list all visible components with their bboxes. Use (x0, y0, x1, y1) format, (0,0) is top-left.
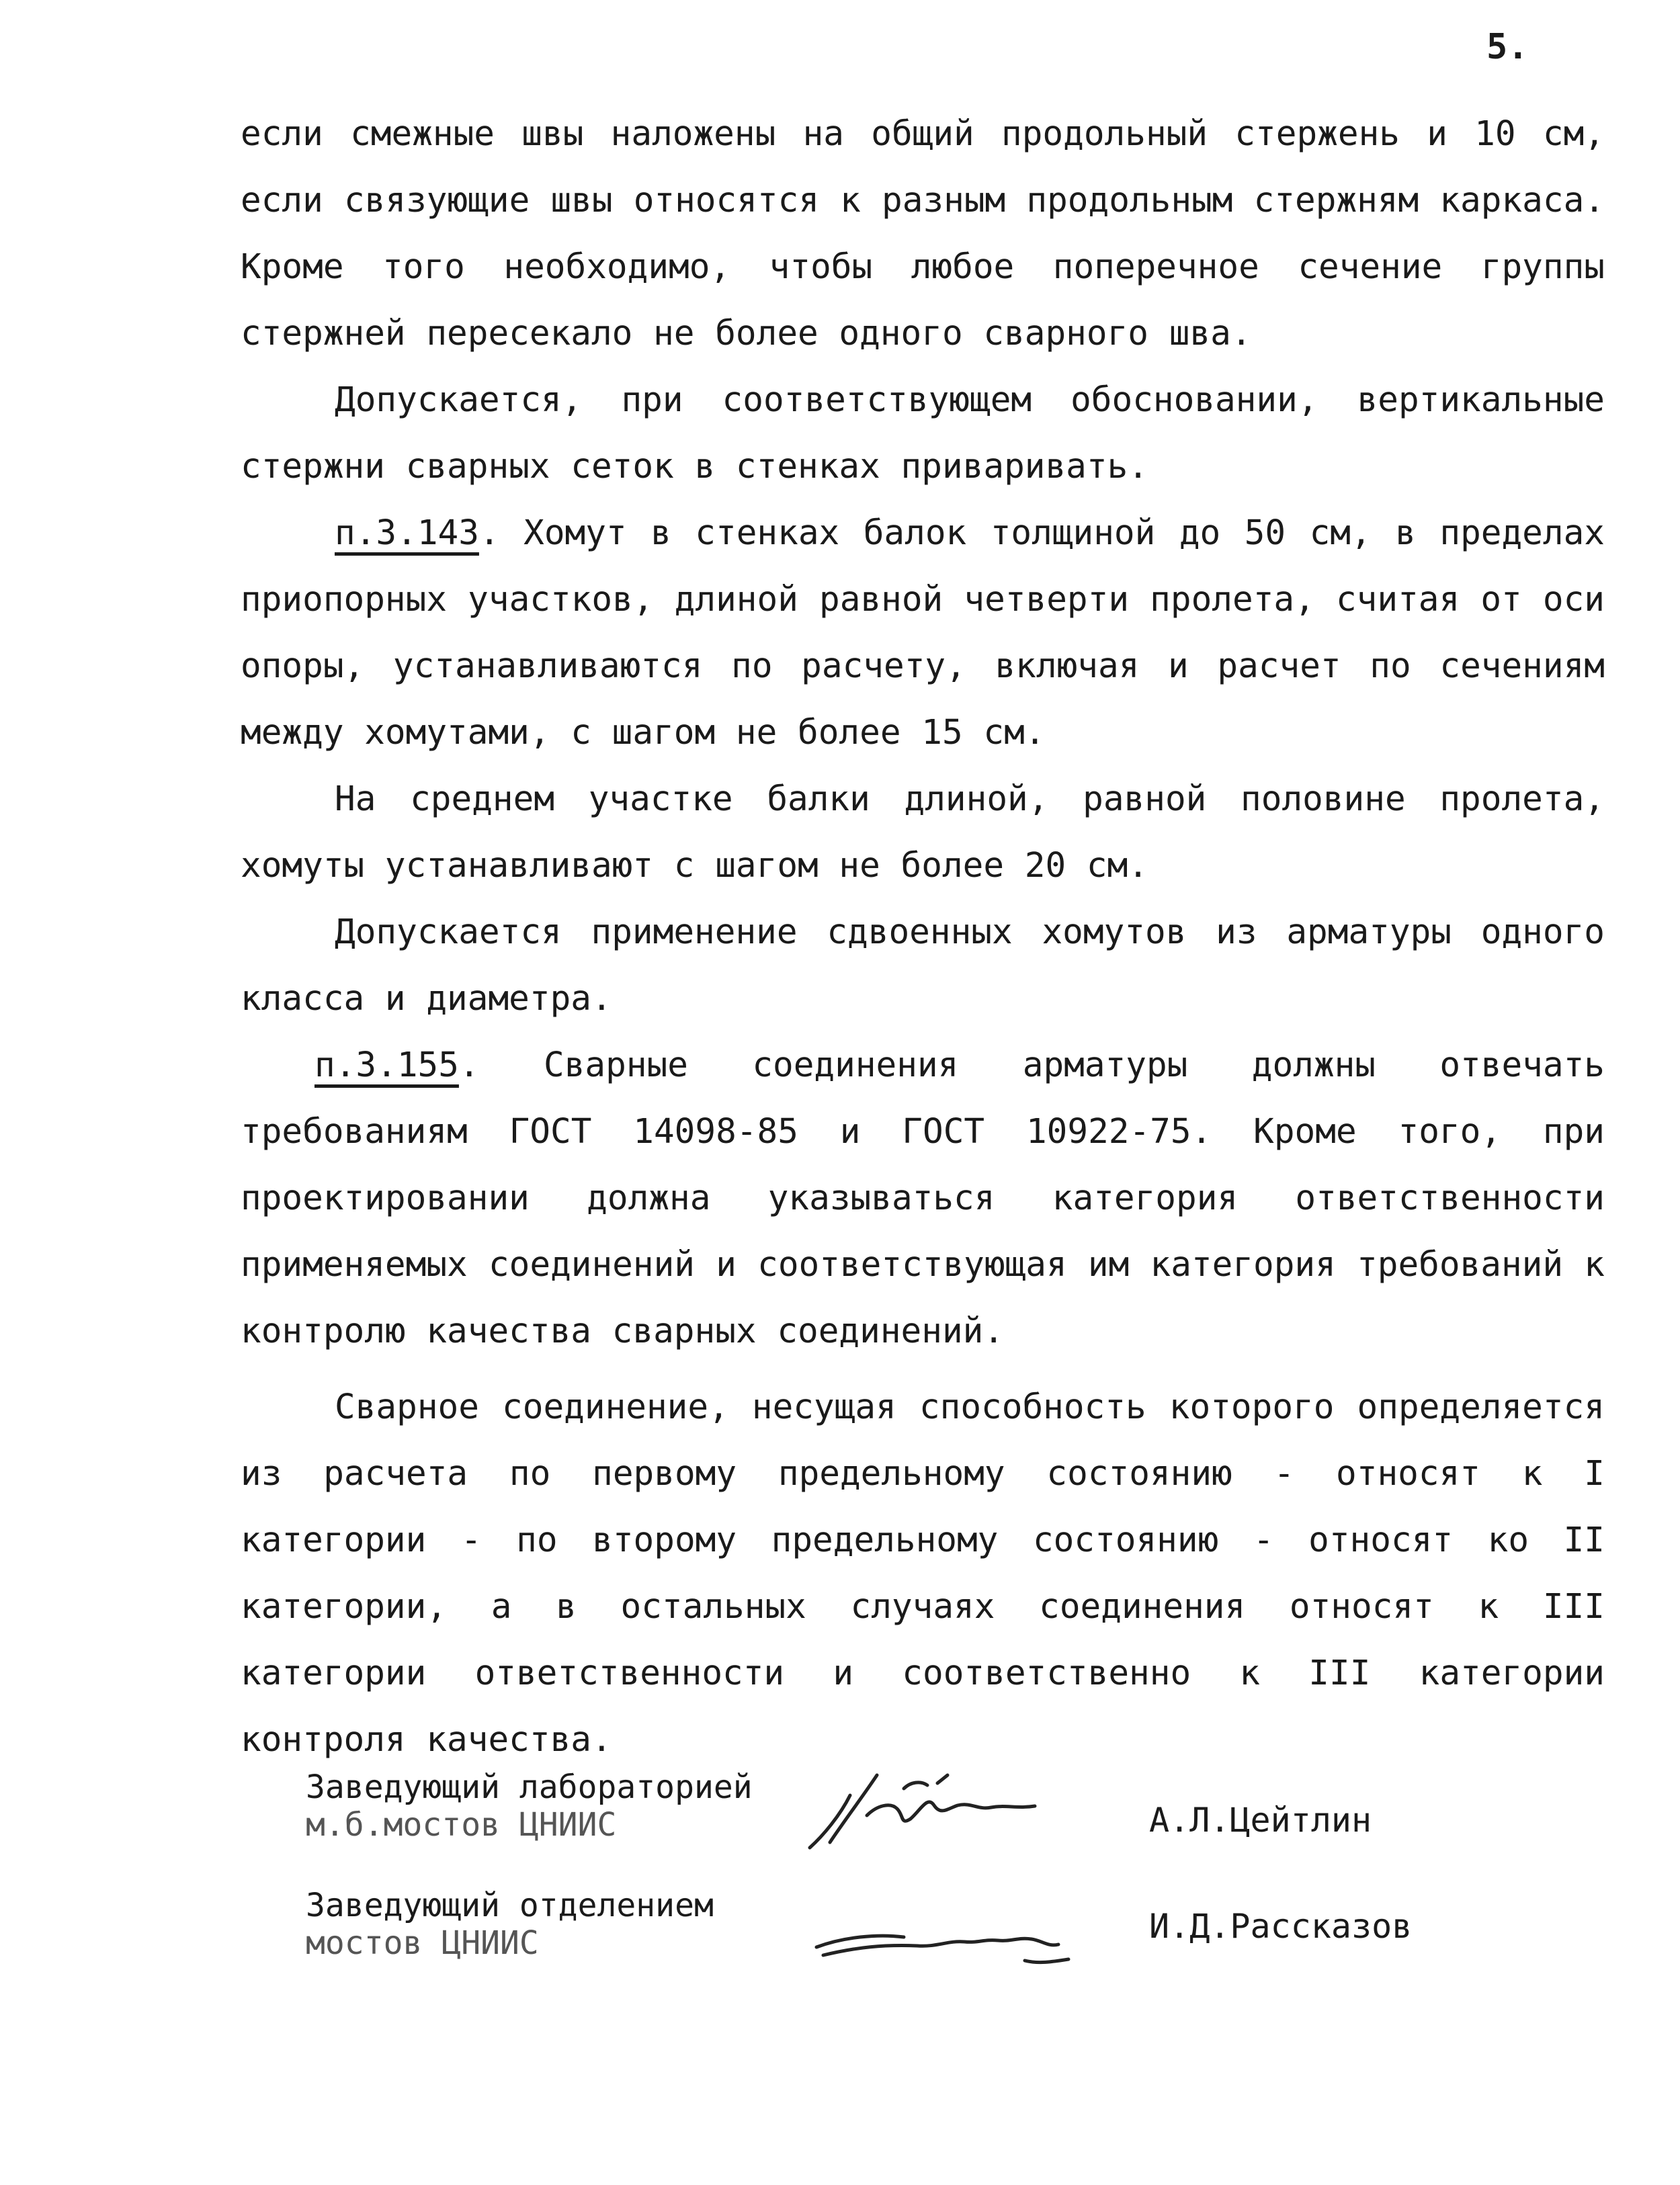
section-ref-3-155: п.3.155 (314, 1045, 459, 1085)
handwritten-signature-2 (803, 1900, 1085, 1987)
signer-2-title-line2: мостов ЦНИИС (306, 1924, 539, 1962)
signer-2-title (306, 1887, 816, 1962)
paragraph-4: На среднем участке балки длиной, равной половине пролета, хомуты устанавливают с шагом не более 20 см. (241, 779, 1605, 886)
signer-1-title (306, 1768, 816, 1844)
document-body (241, 101, 1605, 1773)
paragraph-6-text: . Сварные соединения арматуры должны отвечать требованиям ГОСТ 14098-85 и ГОСТ 10922-75. Кроме того, при проектировании должна указываться категория ответственности применяемых соединений и соответствующая им категория требований к контролю качества сварных соединений. (241, 1045, 1605, 1351)
paragraph-1: если смежные швы наложены на общий продольный стержень и 10 см, если связующие швы относятся к разным продольным стержням каркаса. Кроме того необходимо, чтобы любое поперечное сечение группы стержней пересекало не более одного сварного шва. (241, 114, 1605, 353)
signer-2-title-line1: Заведующий отделением (306, 1887, 714, 1924)
section-ref-3-143: п.3.143 (335, 513, 479, 553)
signer-2-name: И.Д.Рассказов (1149, 1907, 1413, 1946)
handwritten-signature-1 (803, 1768, 1085, 1856)
signer-1-title-line2: м.б.мостов ЦНИИС (306, 1806, 617, 1844)
paragraph-5: Допускается применение сдвоенных хомутов из арматуры одного класса и диаметра. (241, 912, 1605, 1019)
page-number: 5. (1486, 27, 1529, 67)
signer-1-name: А.Л.Цейтлин (1149, 1801, 1372, 1840)
paragraph-6 (241, 1032, 1605, 1365)
paragraph-3 (241, 500, 1605, 766)
paragraph-7: Сварное соединение, несущая способность которого определяется из расчета по первому предельному состоянию - относят к I категории - по второму предельному состоянию - относят ко II категории, а в остальных случаях соединения относят к III категории ответственности и соответственно к III категории контроля качества. (241, 1387, 1605, 1760)
paragraph-3-text: . Хомут в стенках балок толщиной до 50 см, в пределах приопорных участков, длиной равной четверти пролета, считая от оси опоры, устанавливаются по расчету, включая и расчет по сечениям между хомутами, с шагом не более 15 см. (241, 513, 1605, 753)
signer-1-title-line1: Заведующий лабораторией (306, 1768, 753, 1806)
paragraph-2: Допускается, при соответствующем обосновании, вертикальные стержни сварных сеток в стенках приваривать. (241, 380, 1605, 486)
